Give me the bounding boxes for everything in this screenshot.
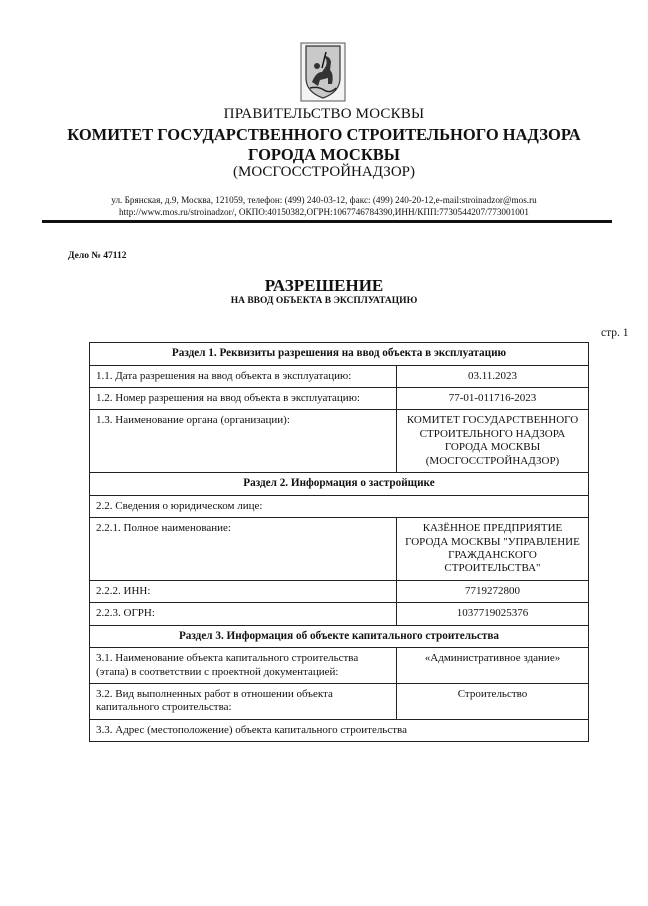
section-1-heading: Раздел 1. Реквизиты разрешения на ввод объекта в эксплуатацию — [90, 343, 589, 366]
permit-table — [89, 342, 589, 742]
moscow-coat-of-arms-icon — [300, 42, 346, 102]
table-row — [90, 580, 589, 602]
developer-name-label: 2.2.1. Полное наименование: — [90, 518, 397, 581]
permit-date-label: 1.1. Дата разрешения на ввод объекта в эксплуатацию: — [90, 365, 397, 387]
inn-value: 7719272800 — [397, 580, 589, 602]
object-name-value: «Административное здание» — [397, 648, 589, 684]
ogrn-label: 2.2.3. ОГРН: — [90, 603, 397, 625]
work-type-label: 3.2. Вид выполненных работ в отношении объекта капитального строительства: — [90, 684, 397, 720]
issuing-body-value: КОМИТЕТ ГОСУДАРСТВЕННОГО СТРОИТЕЛЬНОГО НАДЗОРА ГОРОДА МОСКВЫ (МОСГОССТРОЙНАДЗОР) — [397, 410, 589, 473]
object-address-label: 3.3. Адрес (местоположение) объекта капитального строительства — [90, 719, 589, 741]
committee-name: КОМИТЕТ ГОСУДАРСТВЕННОГО СТРОИТЕЛЬНОГО НАДЗОРА — [67, 125, 581, 144]
committee-city: ГОРОДА МОСКВЫ — [247, 145, 400, 164]
table-row — [90, 388, 589, 410]
contacts-address: ул. Брянская, д.9, Москва, 121059, телефон: (499) 240-03-12, факс: (499) 240-20-12,e-mail:stroinadzor@mos.ru — [111, 195, 537, 205]
section-heading-row — [90, 473, 589, 496]
table-row — [90, 518, 589, 581]
table-row — [90, 648, 589, 684]
section-2-heading: Раздел 2. Информация о застройщике — [90, 473, 589, 496]
developer-name-value: КАЗЁННОЕ ПРЕДПРИЯТИЕ ГОРОДА МОСКВЫ "УПРАВЛЕНИЕ ГРАЖДАНСКОГО СТРОИТЕЛЬСТВА" — [397, 518, 589, 581]
inn-label: 2.2.2. ИНН: — [90, 580, 397, 602]
document-title: РАЗРЕШЕНИЕ — [264, 276, 384, 295]
ogrn-value: 1037719025376 — [397, 603, 589, 625]
section-heading-row — [90, 625, 589, 648]
section-3-heading: Раздел 3. Информация об объекте капитального строительства — [90, 625, 589, 648]
table-row — [90, 684, 589, 720]
object-name-label: 3.1. Наименование объекта капитального строительства (этапа) в соответствии с проектной документацией: — [90, 648, 397, 684]
section-heading-row — [90, 343, 589, 366]
permit-date-value: 03.11.2023 — [397, 365, 589, 387]
table-row — [90, 365, 589, 387]
work-type-value: Строительство — [397, 684, 589, 720]
table-row — [90, 495, 589, 517]
government-name: ПРАВИТЕЛЬСТВО МОСКВЫ — [223, 106, 425, 122]
permit-number-label: 1.2. Номер разрешения на ввод объекта в эксплуатацию: — [90, 388, 397, 410]
document-subtitle: НА ВВОД ОБЪЕКТА В ЭКСПЛУАТАЦИЮ — [230, 296, 418, 306]
issuing-body-label: 1.3. Наименование органа (организации): — [90, 410, 397, 473]
table-row — [90, 603, 589, 625]
table-row — [90, 410, 589, 473]
committee-abbreviation: (МОСГОССТРОЙНАДЗОР) — [233, 164, 415, 180]
legal-entity-label: 2.2. Сведения о юридическом лице: — [90, 495, 589, 517]
header-divider — [42, 220, 612, 223]
table-row — [90, 719, 589, 741]
contacts-requisites: http://www.mos.ru/stroinadzor/, ОКПО:40150382,ОГРН:1067746784390,ИНН/КПП:7730544207/773001001 — [119, 207, 529, 217]
page-number: стр. 1 — [601, 327, 629, 339]
permit-number-value: 77-01-011716-2023 — [397, 388, 589, 410]
case-number: Дело № 47112 — [68, 251, 127, 261]
